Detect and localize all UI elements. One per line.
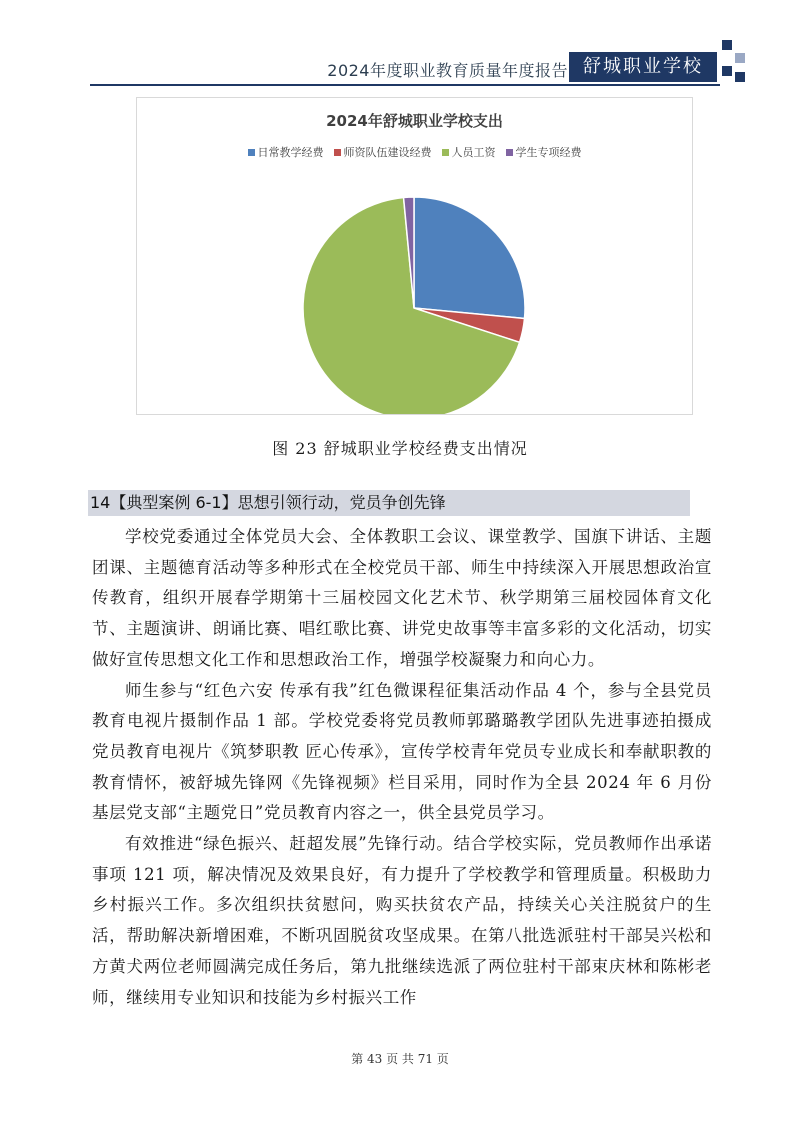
legend-item — [506, 144, 582, 160]
header-rule — [90, 84, 720, 86]
paragraph: 师生参与“红色六安 传承有我”红色微课程征集活动作品 4 个，参与全县党员教育电视片摄制作品 1 部。学校党委将党员教师郭璐璐教学团队先进事迹拍摄成党员教育电视片《筑梦职教 匠心传承》，宣传学校青年党员专业成长和奉献职教的教育情怀，被舒城先锋网《先锋视频》栏目采用，同时作为全县 2024 年 6 月份基层党支部“主题党日”党员教育内容之一，供全县党员学习。 — [92, 680, 712, 823]
legend-label: 师资队伍建设经费 — [343, 146, 432, 159]
page-number: 第 43 页 共 71 页 — [351, 1052, 449, 1066]
legend-item — [442, 144, 496, 160]
legend-item — [334, 144, 432, 160]
decorative-square — [722, 40, 732, 50]
decorative-square — [735, 72, 745, 82]
school-name-badge: 舒城职业学校 — [569, 52, 717, 82]
paragraph: 学校党委通过全体党员大会、全体教职工会议、课堂教学、国旗下讲话、主题团课、主题德育活动等多种形式在全校党员干部、师生中持续深入开展思想政治宣传教育，组织开展春学期第十三届校园文化艺术节、秋学期第三届校园体育文化节、主题演讲、朗诵比赛、唱红歌比赛、讲党史故事等丰富多彩的文化活动，切实做好宣传思想文化工作和思想政治工作，增强学校凝聚力和向心力。 — [92, 527, 712, 669]
case-heading: 14【典型案例 6-1】思想引领行动，党员争创先锋 — [88, 490, 690, 516]
decorative-square — [722, 66, 732, 76]
figure-caption: 图 23 舒城职业学校经费支出情况 — [272, 439, 528, 458]
expenditure-pie-chart — [136, 97, 693, 415]
decorative-square — [735, 53, 745, 63]
legend-label: 人员工资 — [451, 146, 496, 159]
body-text — [92, 522, 712, 1013]
legend-label: 学生专项经费 — [515, 146, 582, 159]
chart-legend — [137, 144, 692, 160]
paragraph: 有效推进“绿色振兴、赶超发展”先锋行动。结合学校实际，党员教师作出承诺事项 121 项，解决情况及效果良好，有力提升了学校教学和管理质量。积极助力乡村振兴工作。多次组织扶贫慰问，购买扶贫农产品，持续关心关注脱贫户的生活，帮助解决新增困难，不断巩固脱贫攻坚成果。在第八批选派驻村干部吴兴松和方黄犬两位老师圆满完成任务后，第九批继续选派了两位驻村干部束庆林和陈彬老师，继续用专业知识和技能为乡村振兴工作 — [92, 834, 712, 1007]
pie-slice-1 — [414, 197, 525, 318]
report-title: 2024年度职业教育质量年度报告 — [327, 61, 568, 80]
legend-swatch — [334, 149, 341, 156]
chart-title: 2024年舒城职业学校支出 — [326, 112, 503, 130]
legend-item — [248, 144, 324, 160]
legend-swatch — [506, 149, 513, 156]
legend-label: 日常教学经费 — [257, 146, 324, 159]
legend-swatch — [248, 149, 255, 156]
legend-swatch — [442, 149, 449, 156]
